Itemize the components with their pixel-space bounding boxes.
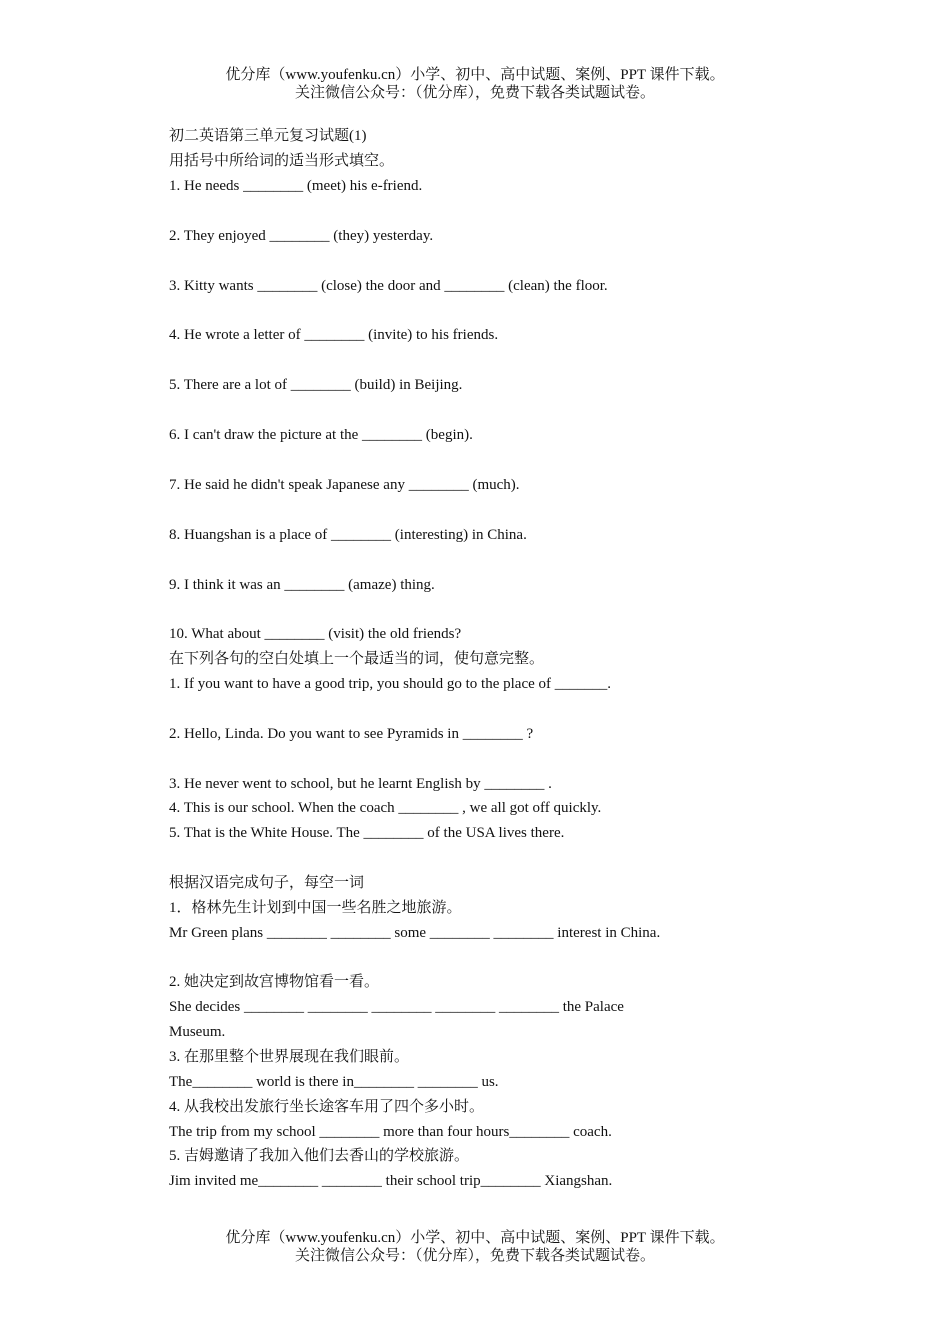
question-s1-10: 10. What about ________ (visit) the old friends?	[169, 626, 462, 642]
question-s1-4: 4. He wrote a letter of ________ (invite) to his friends.	[169, 327, 499, 343]
question-s1-1: 1. He needs ________ (meet) his e-friend.	[169, 178, 423, 194]
question-s3-3-chinese: 3. 在那里整个世界展现在我们眼前。	[169, 1049, 410, 1065]
question-s2-5: 5. That is the White House. The ________ of the USA lives there.	[169, 825, 565, 841]
question-s3-5-chinese: 5. 吉姆邀请了我加入他们去香山的学校旅游。	[169, 1148, 470, 1164]
question-s3-1-english: Mr Green plans ________ ________ some ________ ________ interest in China.	[169, 925, 661, 941]
footer-line-1: 优分库（www.youfenku.cn）小学、初中、高中试题、案例、PPT 课件下载。	[225, 1230, 725, 1246]
question-s2-4: 4. This is our school. When the coach ________ , we all got off quickly.	[169, 800, 602, 816]
question-s1-9: 9. I think it was an ________ (amaze) thing.	[169, 577, 435, 593]
question-s3-2-english: She decides ________ ________ ________ ________ ________ the Palace	[169, 999, 624, 1015]
question-s3-2-chinese: 2. 她决定到故宫博物馆看一看。	[169, 974, 380, 990]
question-s3-5-english: Jim invited me________ ________ their school trip________ Xiangshan.	[169, 1173, 613, 1189]
section-3-instruction: 根据汉语完成句子，每空一词	[169, 875, 365, 891]
question-s1-5: 5. There are a lot of ________ (build) in Beijing.	[169, 377, 463, 393]
header-line-1: 优分库（www.youfenku.cn）小学、初中、高中试题、案例、PPT 课件下载。	[225, 67, 725, 83]
question-s1-7: 7. He said he didn't speak Japanese any ________ (much).	[169, 477, 520, 493]
section-1-instruction: 用括号中所给词的适当形式填空。	[169, 153, 395, 169]
section-2-instruction: 在下列各句的空白处填上一个最适当的词，使句意完整。	[169, 651, 545, 667]
question-s3-3-english: The________ world is there in________ ________ us.	[169, 1074, 499, 1090]
question-s2-2: 2. Hello, Linda. Do you want to see Pyramids in ________ ?	[169, 726, 534, 742]
footer-line-2: 关注微信公众号：（优分库），免费下载各类试题试卷。	[294, 1248, 655, 1264]
question-s2-3: 3. He never went to school, but he learnt English by ________ .	[169, 776, 552, 792]
question-s1-6: 6. I can't draw the picture at the ________ (begin).	[169, 427, 473, 443]
question-s3-1-chinese: 1．格林先生计划到中国一些名胜之地旅游。	[169, 900, 462, 916]
page-footer	[0, 1229, 950, 1265]
header-line-2: 关注微信公众号：（优分库），免费下载各类试题试卷。	[294, 85, 655, 101]
page-header	[0, 66, 950, 102]
question-s1-8: 8. Huangshan is a place of ________ (interesting) in China.	[169, 527, 527, 543]
question-s3-2-english-cont: Museum.	[169, 1024, 226, 1040]
question-s1-2: 2. They enjoyed ________ (they) yesterday.	[169, 228, 434, 244]
page-title: 初二英语第三单元复习试题(1)	[169, 128, 367, 144]
question-s3-4-english: The trip from my school ________ more than four hours________ coach.	[169, 1124, 612, 1140]
question-s3-4-chinese: 4. 从我校出发旅行坐长途客车用了四个多小时。	[169, 1099, 485, 1115]
question-s2-1: 1. If you want to have a good trip, you should go to the place of _______.	[169, 676, 612, 692]
question-s1-3: 3. Kitty wants ________ (close) the door and ________ (clean) the floor.	[169, 278, 608, 294]
